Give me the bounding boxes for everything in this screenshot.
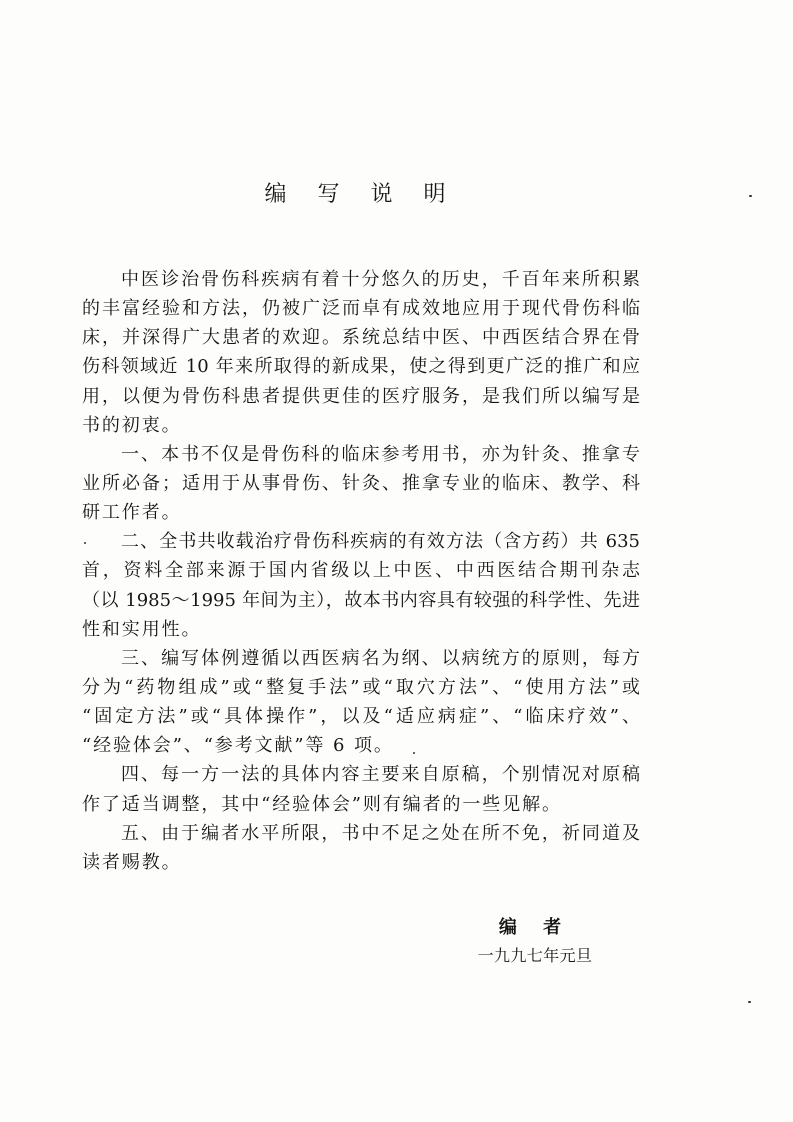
paragraph-item-5 bbox=[82, 819, 640, 877]
paragraph-intro-line-2: 的丰富经验和方法，仍被广泛而卓有成效地应用于现代骨伤科临 bbox=[82, 298, 640, 320]
paragraph-item-3-line-3: “固定方法”或“具体操作”，以及“适应病症”、“临床疗效”、 bbox=[82, 706, 640, 728]
paragraph-item-3-line-1: 三、编写体例遵循以西医病名为纲、以病统方的原则，每方 bbox=[121, 647, 640, 669]
paragraph-intro-line-4: 伤科领域近 10 年来所取得的新成果，使之得到更广泛的推广和应 bbox=[82, 356, 640, 378]
paragraph-item-2 bbox=[82, 527, 640, 644]
signature-author: 编 者 bbox=[498, 917, 572, 938]
paragraph-intro-line-3: 床，并深得广大患者的欢迎。系统总结中医、中西医结合界在骨 bbox=[82, 327, 640, 349]
body-text bbox=[82, 265, 640, 877]
paragraph-item-2-line-4: 性和实用性。 bbox=[82, 618, 202, 640]
paragraph-item-1-line-3: 研工作者。 bbox=[82, 502, 182, 524]
paragraph-item-1-line-2: 业所必备；适用于从事骨伤、针灸、推拿专业的临床、教学、科 bbox=[82, 472, 640, 494]
paragraph-item-2-line-1: 二、全书共收载治疗骨伤科疾病的有效方法（含方药）共 635 bbox=[121, 531, 640, 553]
paragraph-item-1 bbox=[82, 440, 640, 527]
paragraph-item-4 bbox=[82, 760, 640, 818]
page-title: 编 写 说 明 bbox=[264, 182, 458, 207]
paragraph-item-5-line-1: 五、由于编者水平所限，书中不足之处在所不免，祈同道及 bbox=[121, 822, 640, 844]
scan-speck bbox=[749, 195, 752, 197]
paragraph-item-2-line-2: 首，资料全部来源于国内省级以上中医、中西医结合期刊杂志 bbox=[82, 560, 640, 582]
paragraph-item-4-line-1: 四、每一方一法的具体内容主要来自原稿，个别情况对原稿 bbox=[121, 764, 640, 786]
paragraph-intro-line-1: 中医诊治骨伤科疾病有着十分悠久的历史，千百年来所积累 bbox=[121, 269, 640, 290]
scan-speck bbox=[748, 1001, 751, 1003]
paragraph-item-4-line-2: 作了适当调整，其中“经验体会”则有编者的一些见解。 bbox=[82, 793, 562, 815]
paragraph-item-3-line-4: “经验体会”、“参考文献”等 6 项。 bbox=[82, 735, 394, 757]
scan-speck bbox=[413, 752, 415, 754]
paragraph-item-3 bbox=[82, 644, 640, 761]
paragraph-item-2-line-3: （以 1985～1995 年间为主），故本书内容具有较强的科学性、先进 bbox=[82, 589, 640, 611]
paragraph-intro bbox=[82, 265, 640, 440]
paragraph-item-5-line-2: 读者赐教。 bbox=[82, 851, 182, 873]
paragraph-item-1-line-1: 一、本书不仅是骨伤科的临床参考用书，亦为针灸、推拿专 bbox=[121, 443, 640, 465]
scan-speck bbox=[84, 542, 86, 544]
paragraph-item-3-line-2: 分为“药物组成”或“整复手法”或“取穴方法”、“使用方法”或 bbox=[82, 676, 640, 698]
paragraph-intro-line-5: 用，以便为骨伤科患者提供更佳的医疗服务，是我们所以编写是 bbox=[82, 385, 640, 407]
paragraph-intro-line-6: 书的初衷。 bbox=[82, 414, 182, 436]
signature-date: 一九九七年元旦 bbox=[477, 946, 593, 965]
